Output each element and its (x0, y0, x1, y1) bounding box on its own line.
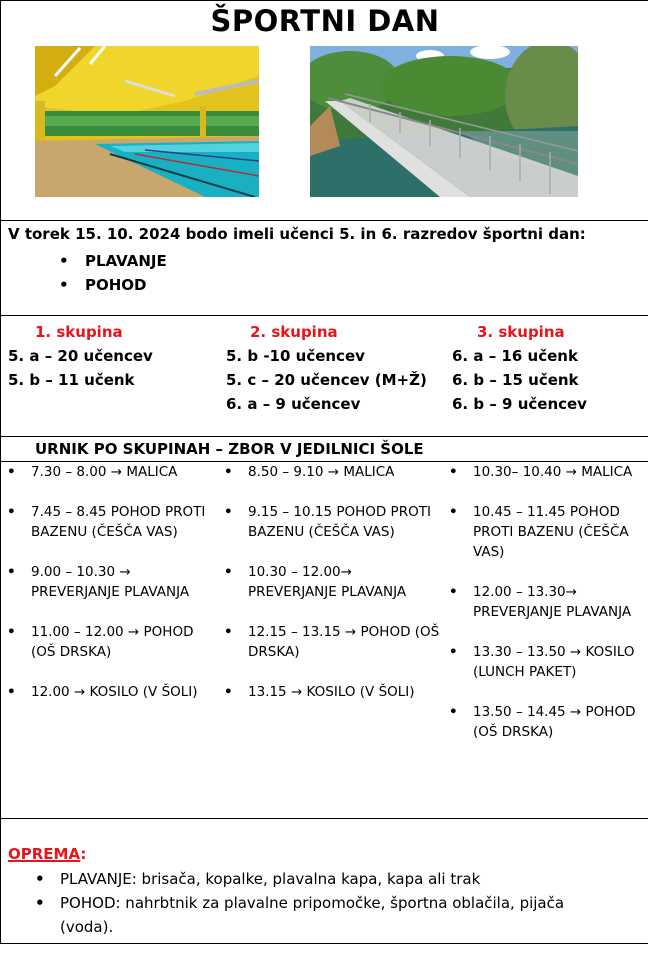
schedule-item: • 8.50 – 9.10 → MALICA (224, 462, 440, 482)
groups-section (0, 315, 648, 437)
equipment-title-colon: : (80, 845, 87, 863)
group-title: 2. skupina (250, 323, 338, 341)
equipment-list (35, 867, 615, 939)
schedule-item: • 13.30 – 13.50 → KOSILO (LUNCH PAKET) (449, 642, 641, 682)
group-member: 6. a – 16 učenk (452, 347, 578, 365)
group-member: 6. a – 9 učencev (226, 395, 361, 413)
group-title: 1. skupina (35, 323, 123, 341)
schedule-item: • 11.00 – 12.00 → POHOD (OŠ DRSKA) (7, 622, 219, 662)
schedule-header-section (0, 436, 648, 462)
footbridge-image (310, 46, 578, 197)
group-member: 5. b – 11 učenk (8, 371, 135, 389)
schedule-column-2 (224, 462, 440, 702)
schedule-item: • 13.50 – 14.45 → POHOD (OŠ DRSKA) (449, 702, 641, 742)
intro-section (0, 220, 648, 316)
schedule-item: • 12.15 – 13.15 → POHOD (OŠ DRSKA) (224, 622, 440, 662)
group-title: 3. skupina (477, 323, 565, 341)
activity-item: • POHOD (59, 273, 167, 297)
schedule-item: • 9.15 – 10.15 POHOD PROTI BAZENU (ČEŠČA VAS) (224, 502, 440, 542)
group-3 (452, 320, 587, 416)
schedule-title: URNIK PO SKUPINAH – ZBOR V JEDILNICI ŠOLE (35, 440, 424, 458)
group-2 (226, 320, 427, 416)
schedule-item: • 7.45 – 8.45 POHOD PROTI BAZENU (ČEŠČA VAS) (7, 502, 219, 542)
schedule-item: • 10.30 – 12.00→ PREVERJANJE PLAVANJA (224, 562, 440, 602)
group-member: 6. b – 9 učencev (452, 395, 587, 413)
schedule-item: • 12.00 → KOSILO (V ŠOLI) (7, 682, 219, 702)
group-member: 6. b – 15 učenk (452, 371, 579, 389)
group-member: 5. b -10 učencev (226, 347, 365, 365)
schedule-item: • 12.00 – 13.30→ PREVERJANJE PLAVANJA (449, 582, 641, 622)
schedule-item: • 13.15 → KOSILO (V ŠOLI) (224, 682, 440, 702)
intro-text: V torek 15. 10. 2024 bodo imeli učenci 5. in 6. razredov športni dan: (8, 225, 586, 243)
swimming-pool-image (35, 46, 259, 197)
equipment-title-text: OPREMA (8, 845, 81, 863)
equipment-item: • POHOD: nahrbtnik za plavalne pripomočke, športna oblačila, pijača (voda). (35, 891, 615, 939)
schedule-item: • 10.30– 10.40 → MALICA (449, 462, 641, 482)
activity-item: • PLAVANJE (59, 249, 167, 273)
group-member: 5. a – 20 učencev (8, 347, 153, 365)
schedule-column-1 (7, 462, 219, 702)
page-title: ŠPORTNI DAN (210, 4, 440, 38)
schedule-item: • 7.30 – 8.00 → MALICA (7, 462, 219, 482)
equipment-section (0, 818, 648, 944)
header-section (0, 0, 648, 221)
equipment-item: • PLAVANJE: brisača, kopalke, plavalna kapa, kapa ali trak (35, 867, 615, 891)
schedule-item: • 10.45 – 11.45 POHOD PROTI BAZENU (ČEŠČA VAS) (449, 502, 641, 562)
group-member: 5. c – 20 učencev (M+Ž) (226, 371, 427, 389)
schedule-column-3 (449, 462, 641, 742)
activities-list (59, 249, 167, 297)
schedule-section (0, 461, 648, 819)
equipment-title (8, 845, 86, 863)
group-1 (8, 320, 153, 392)
schedule-item: • 9.00 – 10.30 → PREVERJANJE PLAVANJA (7, 562, 219, 602)
